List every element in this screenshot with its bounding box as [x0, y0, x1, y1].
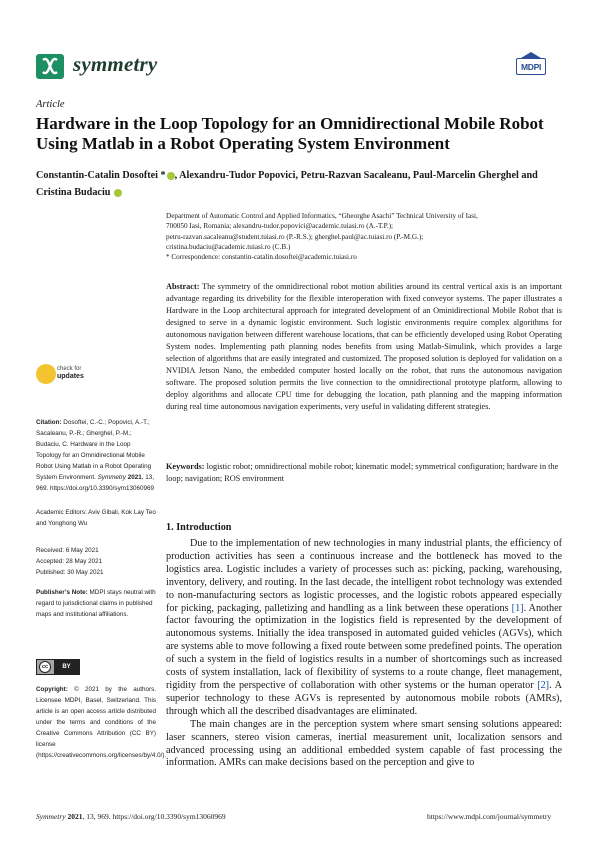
affiliations — [166, 211, 564, 262]
orcid-icon[interactable] — [114, 189, 122, 197]
author-last[interactable]: Cristina Budaciu — [36, 187, 111, 198]
paragraph-1 — [166, 538, 562, 719]
published-date: Published: 30 May 2021 — [36, 569, 104, 576]
abstract-label: Abstract: — [166, 282, 200, 291]
paper-title: Hardware in the Loop Topology for an Omnidirectional Mobile Robot Using Matlab in a Robot Operating System Environment — [36, 114, 544, 153]
check-for-updates-icon[interactable] — [36, 364, 56, 384]
copyright — [36, 684, 167, 761]
footer-journal: Symmetry — [36, 812, 66, 821]
received-date: Received: 6 May 2021 — [36, 547, 99, 554]
footer-citation — [36, 812, 226, 821]
citation-link[interactable]: [1] — [511, 602, 524, 614]
keywords-label: Keywords: — [166, 462, 205, 471]
paragraph-text: . A superior technology to these AGVs is represented by autonomous mobile robots (AMRs), through which all the described disadvantages are eliminated. — [166, 679, 562, 717]
paragraph-text: . Another factor favouring the optimization in the logistics field is represented by the development of autonomous systems. Initially the idea transposed in automated guided vehicles (AGVs), which are systems able to move following a fixed route between some predefined points. The operation of such a system in the field of logistics results in a number of shortcomings such as increased costs of system installation, lack of flexibility of systems to a route change, fleet management, rigidity from the perspective of collaboration with other systems or the human operator — [166, 602, 562, 691]
citation-link[interactable]: [2] — [537, 679, 550, 691]
paragraph-2: The main changes are in the perception system where smart sensing solutions appeared: laser scanners, stereo vision cameras, inertial measurement unit, localization sensors and advanced processing using an additional embedded system capable of fast processing the information. AMRs can make decisions based on the perception and give to — [166, 718, 562, 769]
citation-journal: Symmetry — [97, 474, 126, 481]
dates — [36, 545, 156, 578]
affiliation-line: Department of Automatic Control and Applied Informatics, “Gheorghe Asachi” Technical University of Iasi, — [166, 212, 478, 220]
cc-icon: cc — [39, 661, 51, 673]
section-body — [166, 538, 562, 770]
check-label: updates — [57, 373, 84, 380]
check-label-small: check for — [57, 366, 82, 372]
citation-doi[interactable]: , 13, 969. https://doi.org/10.3390/sym13060969 — [36, 474, 154, 492]
publisher-logo: MDPI — [516, 58, 546, 75]
symmetry-logo-icon — [36, 54, 64, 79]
author-list — [36, 167, 561, 201]
copyright-label: Copyright: — [36, 686, 68, 693]
footer-url[interactable]: https://www.mdpi.com/journal/symmetry — [427, 812, 552, 821]
keywords-text: logistic robot; omnidirectional mobile robot; kinematic model; symmetrical configuration; hardware in the loop; navigation; ROS environment — [166, 462, 559, 484]
copyright-text: © 2021 by the authors. Licensee MDPI, Basel, Switzerland. This article is an open access article distributed under the terms and conditions of the Creative Commons Attribution (CC BY) license (https://creativecommons.org/licenses/by/4.0/). — [36, 686, 167, 759]
correspondence: * Correspondence: constantin-catalin.dosoftei@academic.tuiasi.ro — [166, 253, 357, 262]
author-1[interactable]: Constantin-Catalin Dosoftei * — [36, 170, 166, 181]
affiliation-line: 700050 Iasi, Romania; alexandru-tudor.popovici@academic.tuiasi.ro (A.-T.P.); — [166, 222, 394, 231]
publisher-note-text: MDPI stays neutral with regard to jurisdictional claims in published maps and institutional affiliations. — [36, 589, 156, 618]
orcid-icon[interactable] — [167, 172, 175, 180]
author-others[interactable]: , Alexandru-Tudor Popovici, Petru-Razvan Sacaleanu, Paul-Marcelin Gherghel and — [174, 170, 538, 181]
section-heading: 1. Introduction — [166, 522, 232, 533]
citation-year: 2021 — [127, 474, 142, 481]
affiliation-line: petru-razvan.sacaleanu@student.tuiasi.ro (P.-R.S.); gherghel.paul@ac.tuiasi.ro (P.-M.G.); — [166, 232, 424, 241]
journal-name: symmetry — [73, 52, 158, 76]
citation-label: Citation: — [36, 419, 62, 426]
abstract — [166, 281, 562, 414]
publisher-note — [36, 587, 156, 620]
keywords — [166, 461, 562, 485]
article-type: Article — [36, 99, 65, 110]
citation-text: Dosoftei, C.-C.; Popovici, A.-T.; Sacaleanu, P.-R.; Gherghel, P.-M.; Budaciu, C. Hardware in the Loop Topology for an Omnidirectional Mobile Robot Using Matlab in a Robot Operating System Environment. — [36, 419, 152, 481]
affiliation-line: cristina.budaciu@academic.tuiasi.ro (C.B.) — [166, 242, 291, 251]
citation-block — [36, 417, 156, 494]
check-for-updates-button[interactable] — [57, 366, 84, 381]
academic-editors: Academic Editors: Aviv Gibali, Kok Lay Teo and Yonghong Wu — [36, 509, 156, 527]
publisher-note-label: Publisher’s Note: — [36, 589, 88, 596]
abstract-text: The symmetry of the omnidirectional robot motion abilities around its central vertical axis is an important advantage regarding its drivebility for the flexible interoperation with fixed conveyor systems. The paper illustrates a Hardware in the Loop architectural approach for integrated development of an Ominidirectional Mobile Robot that is designed to serve in a dynamic logistic environment. Such logistic environments require complex algorithms for autonomous navigation between different warehouse locations, that can be efficiently developed using Robot Operating System nodes. Implementing path planning nodes benefits from using Matlab-Simulink, which provides a large selection of algorithms that are easily integrated and customized. The proposed solution is deployed for validation on a NVIDIA Jetson Nano, the embedded computer hosted locally on the robot, that runs the autonomous navigation software. The proposed solution permits the live connection to the omnidirectional prototype platform, allowing to deploy algorithms and allocate CPU time for debugging the location, path planning and the mapping information during real time autonomous navigation experiments, very useful in validating different strategies. — [166, 282, 562, 412]
by-icon: BY — [54, 660, 79, 674]
cc-by-license-badge[interactable] — [36, 659, 80, 675]
accepted-date: Accepted: 28 May 2021 — [36, 558, 103, 565]
footer-doi[interactable]: , 13, 969. https://doi.org/10.3390/sym13060969 — [82, 812, 226, 821]
paragraph-text: Due to the implementation of new technologies in many industrial plants, the efficiency of production activities has seen a continuous increase and the bottleneck has moved to the logistics area. Logistic includes a variety of processes such as: picking, packing, warehousing, inventory, delivery, and routing. In the last decade, the intelligent robot technology was extended to non-manufacturing sectors as logistic processes, and the logistic robots appeared especially for picking, packaging, palletizing and handling as a link between these operations — [166, 538, 562, 614]
footer-year: 2021 — [67, 812, 83, 821]
